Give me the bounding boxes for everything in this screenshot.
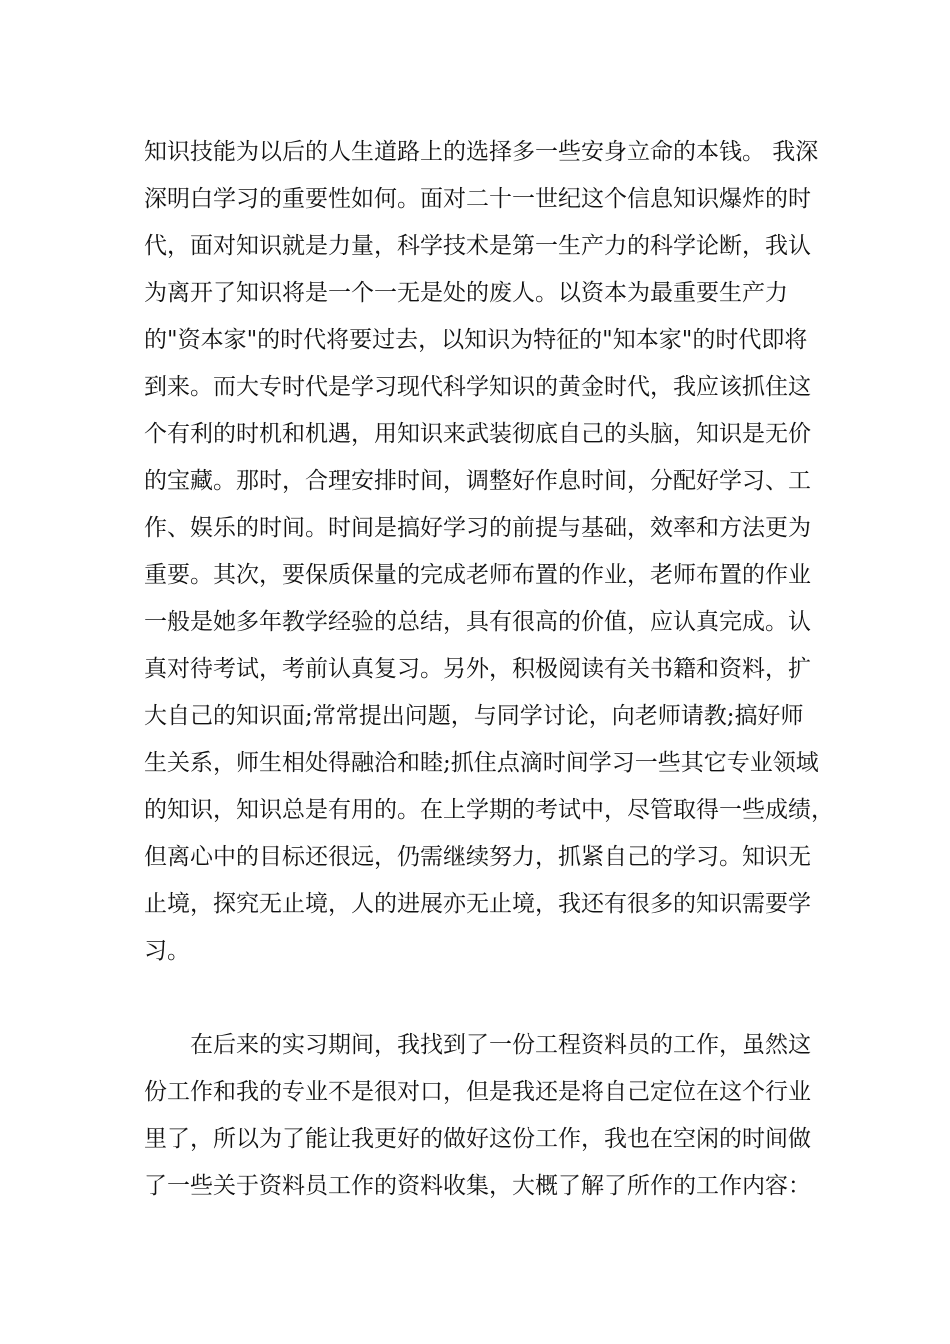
paragraph-line: 的知识，知识总是有用的。在上学期的考试中，尽管取得一些成绩， bbox=[144, 797, 834, 823]
paragraph-line: 为离开了知识将是一个一无是处的废人。以资本为最重要生产力 bbox=[144, 280, 788, 306]
paragraph-line: 里了，所以为了能让我更好的做好这份工作，我也在空闲的时间做 bbox=[144, 1126, 811, 1152]
paragraph-line: 大自己的知识面;常常提出问题，与同学讨论，向老师请教;搞好师 bbox=[144, 703, 804, 729]
paragraph-line: 知识技能为以后的人生道路上的选择多一些安身立命的本钱。 我深 bbox=[144, 139, 819, 165]
paragraph-1 bbox=[144, 129, 834, 975]
paragraph-line: 生关系，师生相处得融洽和睦;抓住点滴时间学习一些其它专业领域 bbox=[144, 750, 819, 776]
paragraph-line: 份工作和我的专业不是很对口，但是我还是将自己定位在这个行业 bbox=[144, 1079, 811, 1105]
paragraph-line: 但离心中的目标还很远，仍需继续努力，抓紧自己的学习。知识无 bbox=[144, 844, 811, 870]
paragraph-line: 在后来的实习期间，我找到了一份工程资料员的工作，虽然这 bbox=[190, 1032, 811, 1058]
paragraph-line: 止境，探究无止境，人的进展亦无止境，我还有很多的知识需要学 bbox=[144, 891, 811, 917]
paragraph-line: 重要。其次，要保质保量的完成老师布置的作业，老师布置的作业 bbox=[144, 562, 811, 588]
paragraph-line: 真对待考试，考前认真复习。另外，积极阅读有关书籍和资料，扩 bbox=[144, 656, 811, 682]
paragraph-2 bbox=[144, 1022, 824, 1210]
paragraph-line: 深明白学习的重要性如何。面对二十一世纪这个信息知识爆炸的时 bbox=[144, 186, 811, 212]
paragraph-line: 代，面对知识就是力量，科学技术是第一生产力的科学论断，我认 bbox=[144, 233, 811, 259]
paragraph-line: 的宝藏。那时，合理安排时间，调整好作息时间，分配好学习、工 bbox=[144, 468, 811, 494]
paragraph-line: 一般是她多年教学经验的总结，具有很高的价值，应认真完成。认 bbox=[144, 609, 811, 635]
paragraph-line: 到来。而大专时代是学习现代科学知识的黄金时代，我应该抓住这 bbox=[144, 374, 811, 400]
paragraph-line: 作、娱乐的时间。时间是搞好学习的前提与基础，效率和方法更为 bbox=[144, 515, 811, 541]
paragraph-line: 个有利的时机和机遇，用知识来武装彻底自己的头脑，知识是无价 bbox=[144, 421, 811, 447]
paragraph-line: 了一些关于资料员工作的资料收集，大概了解了所作的工作内容： bbox=[144, 1173, 811, 1199]
paragraph-line: 习。 bbox=[144, 938, 190, 964]
paragraph-line: 的"资本家"的时代将要过去，以知识为特征的"知本家"的时代即将 bbox=[144, 327, 808, 353]
